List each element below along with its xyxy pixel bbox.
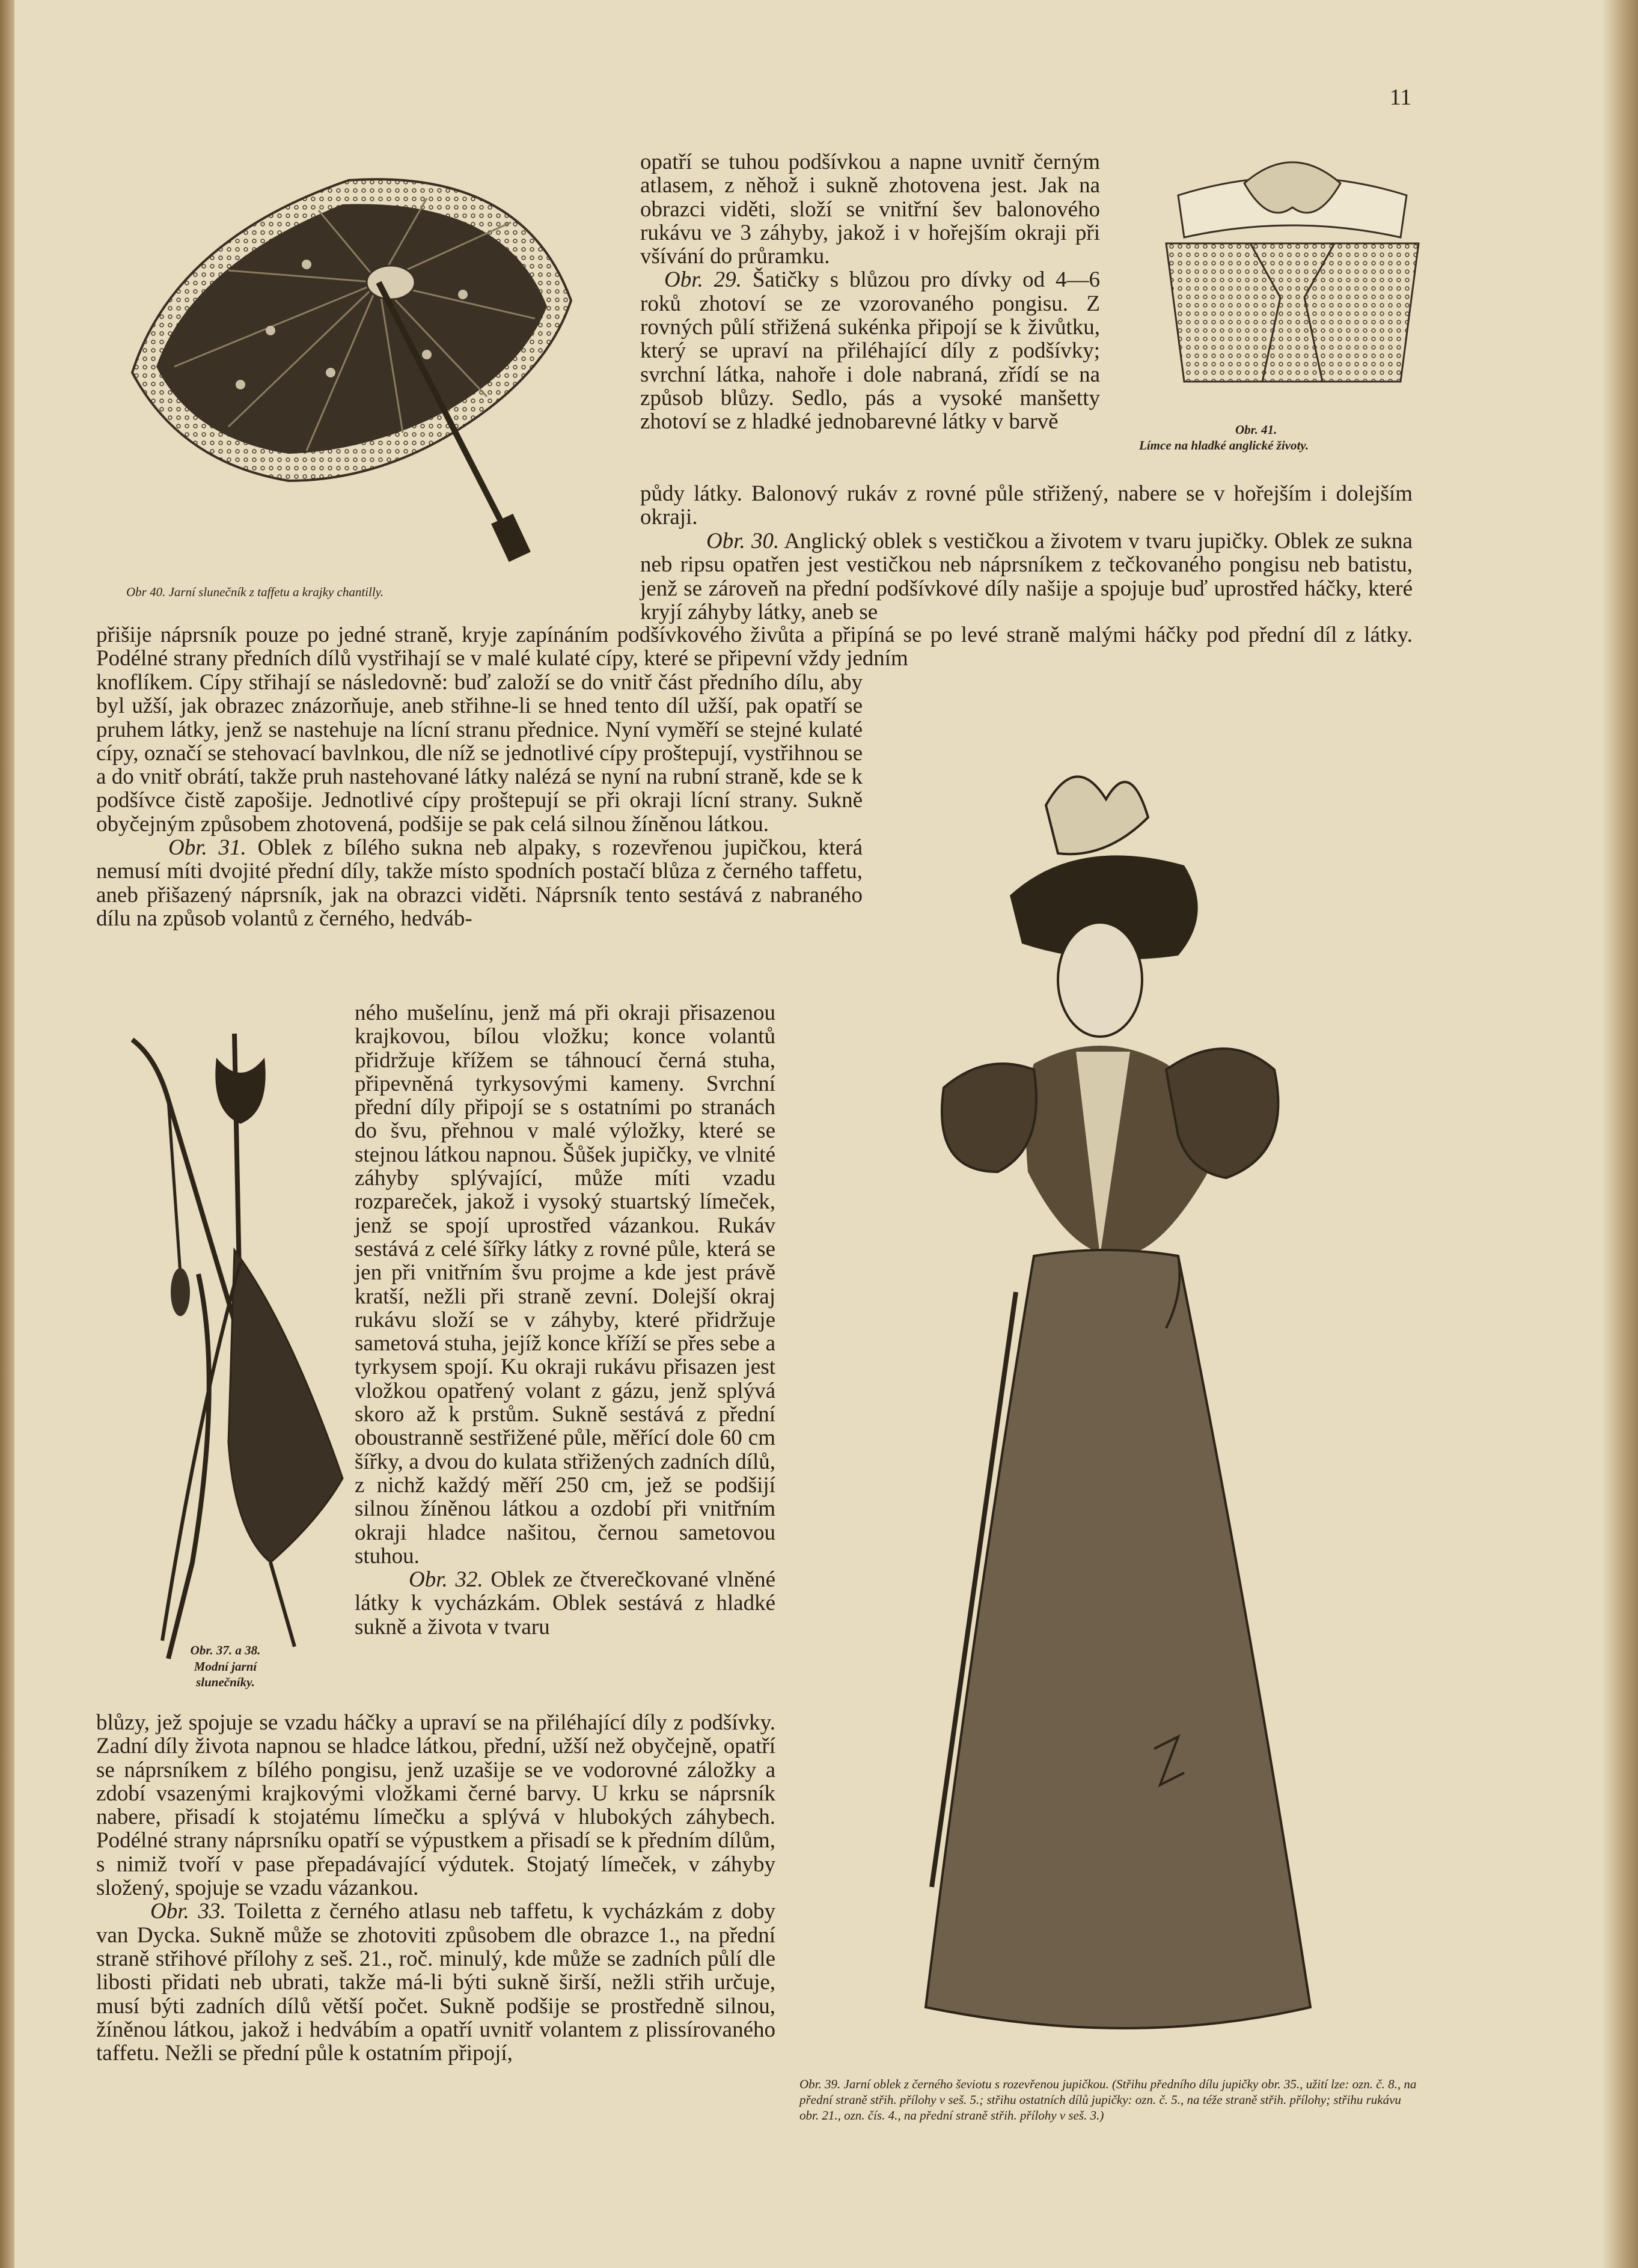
figure-reference-obr31: Obr. 31. — [168, 835, 246, 861]
paragraph-obr30: Obr. 30. Anglický oblek s vestičkou a životem v tvaru jupičky. Oblek ze sukna neb ripsu opatřen jest vestičkou neb náprsníkem z tečkovaného pongisu neb batistu, jenž se zároveň na přední podšívkové díly našije a spojuje buď uprostřed háčky, které kryjí záhyby látky, aneb se — [640, 529, 1413, 624]
caption-fig39: Obr. 39. Jarní oblek z černého ševiotu s rozevřenou jupičkou. (Střihu předního dílu jupičky obr. 35., užití lze: ozn. č. 8., na přední straně střih. přílohy v seš. 5.; střihu ostatních dílů jupičky: ozn. č. 5., na téže straně střih. přílohy; střihu rukávu obr. 21., ozn. čís. 4., na přední straně střih. přílohy v seš. 3.) — [799, 2077, 1417, 2123]
woman-suit-illustration-fig39 — [793, 715, 1455, 2067]
caption-fig40: Obr 40. Jarní slunečník z taffetu a krajky chantilly. — [126, 585, 384, 599]
paragraph-obr31-column: ného mušelínu, jenž má při okraji přisazenou krajkovou, bílou vložku; konce volantů přidržuje křížem se táhnoucí černá stuha, připevněná tyrkysovými kameny. Svrchní přední díly připojí se s ostatními po stranách do švu, přehnou v malé výložky, které se stejnou látkou napnou. Šůšek jupičky, ve vlnité záhyby splývající, může míti vzadu rozpareček, jakož i vysoký stuartský límeček, jenž se spojí uprostřed vázankou. Rukáv sestává z celé šířky látky z rovné půle, která se jen při vnitřním švu projme a kde jest právě kratší, nežli při straně zevní. Dolejší okraj rukávu složí se v záhyby, které přidržuje sametová stuha, jejíž konce kříží se přes sebe a tyrkysem spojí. Ku okraji rukávu přisazen jest vložkou opatřený volant z gázu, jenž splývá skoro až k prstům. Sukně sestává z přední oboustranně sestřižené půle, měřící dole 60 cm šířky, a dvou do kulata střižených zadních dílů, z nichž každý měří 250 cm, jež se podšijí silnou žíněnou látkou a ozdobí při vnitřním okraji hladce našitou, černou sametovou stuhou. Obr. 32. Oblek ze čtverečkované vlněné látky k vycházkám. Oblek sestává z hladké sukně a života v tvaru — [355, 1001, 775, 1639]
figure-reference-obr33: Obr. 33. — [150, 1899, 226, 1924]
caption-fig41-title: Límce na hladké anglické životy. — [1139, 438, 1309, 453]
figure-reference-obr29: Obr. 29. — [664, 267, 742, 293]
page-binding-shadow — [0, 0, 14, 2268]
caption-fig37-line1: Modní jarní — [194, 1659, 257, 1674]
caption-fig37-line2: slunečníky. — [196, 1675, 255, 1689]
paragraph-obr28-continued: opatří se tuhou podšívkou a napne uvnitř černým atlasem, z něhož i sukně zhotovena jest. Jak na obrazci viděti, složí se vnitřní šev balonového rukávu ve 3 záhyby, jakož i v hořejším okraji při všívání do průramku. Obr. 29. Šatičky s blůzou pro dívky od 4—6 roků zhotoví se ze vzorovaného pongisu. Z rovných půlí střižená sukénka připojí se k živůtku, který se upraví na přiléhající díly z podšívky; svrchní látka, nahoře i dole nabraná, zřídí se na způsob blůzy. Sedlo, pás a vysoké manšetty zhotoví se z hladké jednobarevné látky v barvě — [640, 150, 1100, 434]
paragraph-obr32-obr33: blůzy, jež spojuje se vzadu háčky a upraví se na přiléhající díly z podšívky. Zadní díly života napnou se hladce látkou, přední, užší než obyčejně, opatří se náprsníkem z bílého pongisu, jenž uzašije se ve vodorovné záložky a zdobí vsazenými krajkovými vložkami černé barvy. U krku se náprsník nabere, přisadí k stojatému límečku a splývá v hlubokých záhybech. Podélné strany náprsníku opatří se výpustkem a přisadí se k předním dílům, s nimiž tvoří v pase přepadávající výdutek. Stojatý límeček, v záhyby složený, spojuje se vzadu vázankou. Obr. 33. Toiletta z černého atlasu neb taffetu, k vycházkám z doby van Dycka. Sukně může se zhotoviti způsobem dle obrazce 1., na přední straně střihové přílohy z seš. 21., roč. minulý, kde může se zadních půlí dle libosti přidati neb ubrati, takže má-li býti sukně širší, nežli střih určuje, musí býti zadních dílů větší počet. Sukně podšije se prostředně silnou, žíněnou látkou, jakož i hedvábím a opatří uvnitř volantem z plissírovaného taffetu. Nežli se přední půle k ostatním připojí, — [96, 1710, 775, 2066]
figure-reference-obr30: Obr. 30. — [706, 529, 780, 553]
parasol-illustration-fig40 — [90, 144, 607, 565]
collar-lace-icon — [1142, 141, 1443, 406]
paragraph-obr30-end: knoflíkem. Cípy střihají se následovně: buď založí se do vnitř část předního dílu, aby byl užší, jak obrazec znázorňuje, aneb střihne-li se hned tento díl užší, pak opatří se pruhem látky, jenž se nastehuje na lícní stranu přednice. Nyní vyměří se stejné kulaté cípy, označí se stehovací bavlnkou, dle níž se jednotlivé cípy proštepují, vystřihnou se a do vnitř obrátí, takže pruh nastehované látky nalézá se nyní na rubní straně, kde se k podšívce čistě zapošije. Jednotlivé cípy proštepují se při okraji lícní strany. Sukně obyčejným způsobem zhotovená, podšije se pak celá silnou žíněnou látkou. Obr. 31. Oblek z bílého sukna neb alpaky, s rozevřenou jupičkou, která nemusí míti dvojité přední díly, takže místo spodních postačí blůza z černého taffetu, aneb přišazený náprsník, jak na obrazci viděti. Náprsník tento sestává z nabraného dílu na způsob volantů z černého, hedváb- — [96, 670, 863, 931]
parasol-closed-icon — [90, 1022, 361, 1677]
parasol-open-icon — [90, 144, 607, 565]
paragraph-obr29-end: půdy látky. Balonový rukáv z rovné půle střižený, nabere se v hořejším i dolejším okraji. — [640, 481, 1413, 530]
collars-illustration-fig41 — [1142, 141, 1443, 406]
paragraph-obr30-fullwidth: přišije náprsník pouze po jedné straně, kryje zapínáním podšívkového živůta a připíná se po levé straně malými háčky pod přední díl z látky. Podélné strany předních dílů vystřihají se v malé kulaté cípy, které se připevní vždy jedním — [96, 623, 1413, 671]
caption-fig41-number: Obr. 41. — [1235, 422, 1277, 437]
page-edge — [1602, 0, 1638, 2268]
page-number: 11 — [1389, 85, 1412, 110]
caption-fig37-number: Obr. 37. a 38. — [190, 1643, 261, 1657]
fashion-figure-icon — [793, 715, 1455, 2067]
parasols-illustration-fig37-38 — [90, 1022, 361, 1677]
figure-reference-obr32: Obr. 32. — [409, 1567, 483, 1593]
